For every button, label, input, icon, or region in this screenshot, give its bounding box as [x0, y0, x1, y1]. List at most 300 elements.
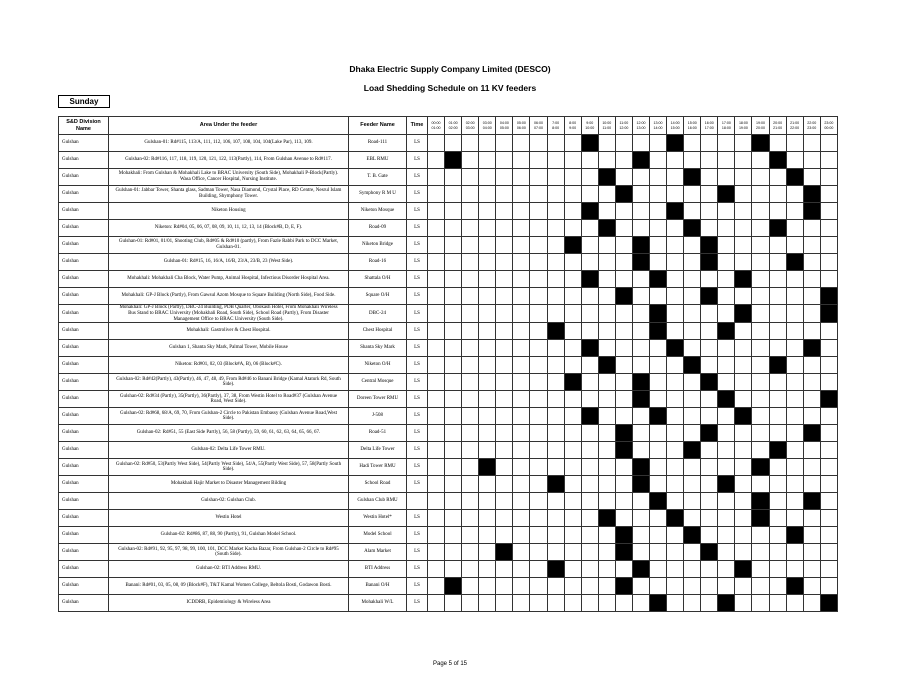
shed-slot [564, 152, 581, 169]
shed-slot [769, 340, 786, 357]
shed-slot [718, 357, 735, 374]
shed-slot [479, 442, 496, 459]
slot-end: 20:00 [756, 125, 766, 130]
shed-slot [667, 186, 684, 203]
time-cell: LS [407, 561, 428, 578]
division-cell: Gulshan [59, 595, 109, 612]
shed-slot [752, 186, 769, 203]
area-cell: Niketon Housing [109, 203, 349, 220]
shed-slot [752, 254, 769, 271]
shed-slot [462, 237, 479, 254]
shed-slot [547, 237, 564, 254]
table-row [59, 254, 838, 271]
shed-slot [428, 254, 445, 271]
shed-slot [752, 561, 769, 578]
shed-slot [462, 135, 479, 152]
shed-slot [650, 459, 667, 476]
slot-end: 22:00 [790, 125, 800, 130]
shed-slot [786, 186, 803, 203]
shed-slot [598, 459, 615, 476]
table-row [59, 493, 838, 510]
shed-slot-active [632, 476, 649, 493]
shed-slot [462, 169, 479, 186]
division-cell: Gulshan [59, 288, 109, 305]
shed-slot [598, 493, 615, 510]
slot-end: 11:00 [602, 125, 612, 130]
table-row [59, 135, 838, 152]
shed-slot [803, 442, 820, 459]
shed-slot [684, 374, 701, 391]
shed-slot [581, 288, 598, 305]
shed-slot [530, 288, 547, 305]
shed-slot-active [786, 254, 803, 271]
shed-slot [445, 544, 462, 561]
slot-end: 8:00 [552, 125, 560, 130]
shed-slot [496, 527, 513, 544]
shed-slot-active [701, 425, 718, 442]
shed-slot-active [598, 220, 615, 237]
shed-slot [547, 220, 564, 237]
division-cell: Gulshan [59, 391, 109, 408]
shed-slot [786, 408, 803, 425]
shed-slot [803, 527, 820, 544]
shed-slot [786, 135, 803, 152]
schedule-table [58, 116, 838, 612]
shed-slot [513, 288, 530, 305]
slot-start: 17:00 [721, 121, 731, 126]
feeder-cell: Road-51 [349, 425, 407, 442]
shed-slot [564, 323, 581, 340]
area-cell: Gulshan-02: Rd#51, 55 (East Side Partly), 56, 58 (Partly), 59, 60, 61, 62, 63, 64, 65, 66, 67. [109, 425, 349, 442]
shed-slot [684, 186, 701, 203]
shed-slot [735, 476, 752, 493]
division-cell: Gulshan [59, 408, 109, 425]
shed-slot [803, 288, 820, 305]
shed-slot [752, 527, 769, 544]
time-cell: LS [407, 510, 428, 527]
slot-end: 06:00 [516, 125, 526, 130]
shed-slot [803, 254, 820, 271]
shed-slot [667, 357, 684, 374]
shed-slot [428, 527, 445, 544]
shed-slot [581, 305, 598, 323]
shed-slot [820, 578, 837, 595]
shed-slot [650, 425, 667, 442]
shed-slot [581, 374, 598, 391]
shed-slot [479, 340, 496, 357]
shed-slot-active [667, 203, 684, 220]
shed-slot [615, 561, 632, 578]
division-column-header: S&D Division Name [59, 117, 109, 135]
feeder-cell: School Road [349, 476, 407, 493]
shed-slot [564, 595, 581, 612]
shed-slot [803, 578, 820, 595]
shed-slot [513, 135, 530, 152]
shed-slot [769, 254, 786, 271]
shed-slot [632, 340, 649, 357]
shed-slot [769, 476, 786, 493]
shed-slot-active [615, 442, 632, 459]
time-slot-header [564, 117, 581, 135]
time-cell: LS [407, 169, 428, 186]
shed-slot [650, 237, 667, 254]
time-slot-header [735, 117, 752, 135]
shed-slot [718, 459, 735, 476]
time-slot-header [598, 117, 615, 135]
slot-start: 13:00 [653, 121, 663, 126]
shed-slot [428, 357, 445, 374]
shed-slot [650, 476, 667, 493]
shed-slot [820, 340, 837, 357]
area-cell: Gulshan-01: Rd#115, 113/A, 111, 112, 106, 107, 108, 104, 104(Lake Par), 113, 109. [109, 135, 349, 152]
shed-slot [530, 527, 547, 544]
shed-slot [564, 186, 581, 203]
shed-slot [564, 271, 581, 288]
shed-slot [769, 493, 786, 510]
shed-slot [632, 186, 649, 203]
shed-slot [701, 323, 718, 340]
shed-slot [598, 271, 615, 288]
shed-slot [598, 305, 615, 323]
shed-slot [530, 595, 547, 612]
shed-slot [786, 152, 803, 169]
area-cell: Gulshan-02: Rd#42(Partly), 43(Partly), 46, 47, 48, 49, From Rd#46 to Banani Bridge (Kamal Ataturk Rd, South Side). [109, 374, 349, 391]
shed-slot-active [803, 340, 820, 357]
time-cell: LS [407, 476, 428, 493]
shed-slot [564, 357, 581, 374]
shed-slot [684, 578, 701, 595]
shed-slot [803, 271, 820, 288]
shed-slot [513, 271, 530, 288]
shed-slot-active [684, 357, 701, 374]
shed-slot [428, 408, 445, 425]
table-row [59, 527, 838, 544]
shed-slot [598, 476, 615, 493]
shed-slot [496, 254, 513, 271]
feeder-cell: Square O/H [349, 288, 407, 305]
shed-slot [684, 323, 701, 340]
shed-slot [547, 254, 564, 271]
shed-slot [786, 220, 803, 237]
shed-slot [547, 169, 564, 186]
shed-slot [803, 561, 820, 578]
shed-slot [428, 391, 445, 408]
area-cell: ICDDRB, Epidemiology & Wireless Area [109, 595, 349, 612]
shed-slot [650, 510, 667, 527]
shed-slot [735, 323, 752, 340]
feeder-cell: Chest Hospital [349, 323, 407, 340]
shed-slot [718, 374, 735, 391]
area-cell: Gulshan-02: Rd#68, 68/A, 69, 70, From Gulshan-2 Circle to Pakistan Embassy (Gulshan Avenue Road,West Side). [109, 408, 349, 425]
shed-slot [684, 476, 701, 493]
shed-slot [701, 220, 718, 237]
shed-slot [598, 135, 615, 152]
shed-slot [701, 152, 718, 169]
shed-slot [701, 340, 718, 357]
shed-slot [530, 220, 547, 237]
shed-slot-active [547, 323, 564, 340]
shed-slot [530, 203, 547, 220]
feeder-cell: Central Mosque [349, 374, 407, 391]
slot-start: 20:00 [773, 121, 783, 126]
shed-slot [684, 340, 701, 357]
feeder-cell: Road-111 [349, 135, 407, 152]
shed-slot [632, 220, 649, 237]
shed-slot [735, 391, 752, 408]
shed-slot [632, 527, 649, 544]
shed-slot [445, 220, 462, 237]
table-row [59, 391, 838, 408]
slot-end: 14:00 [653, 125, 663, 130]
table-row [59, 544, 838, 561]
shed-slot [547, 544, 564, 561]
shed-slot [598, 408, 615, 425]
shed-slot [701, 357, 718, 374]
shed-slot [479, 203, 496, 220]
shed-slot [752, 595, 769, 612]
feeder-cell: Model School [349, 527, 407, 544]
shed-slot-active [701, 237, 718, 254]
slot-end: 01:00 [431, 125, 441, 130]
shed-slot-active [564, 374, 581, 391]
shed-slot [496, 561, 513, 578]
shed-slot [752, 544, 769, 561]
shed-slot [513, 374, 530, 391]
slot-end: 19:00 [738, 125, 748, 130]
shed-slot [564, 527, 581, 544]
shed-slot [786, 493, 803, 510]
table-row [59, 169, 838, 186]
area-cell: Westin Hotel [109, 510, 349, 527]
shed-slot [598, 391, 615, 408]
shed-slot [513, 578, 530, 595]
slot-start: 18:00 [738, 121, 748, 126]
feeder-column-header: Feeder Name [349, 117, 407, 135]
shed-slot [513, 527, 530, 544]
shed-slot [547, 203, 564, 220]
shed-slot [564, 220, 581, 237]
shed-slot [820, 323, 837, 340]
shed-slot [462, 561, 479, 578]
feeder-cell: Alam Market [349, 544, 407, 561]
slot-start: 00:00 [431, 121, 441, 126]
slot-end: 02:00 [448, 125, 458, 130]
feeder-cell: J-508 [349, 408, 407, 425]
shed-slot [479, 357, 496, 374]
shed-slot [803, 135, 820, 152]
time-cell: LS [407, 152, 428, 169]
area-cell: Niketon: Rd#04, 05, 06, 07, 08, 09, 10, 11, 12, 13, 14 (Block#B, D, E, F). [109, 220, 349, 237]
shed-slot-active [650, 595, 667, 612]
shed-slot [718, 271, 735, 288]
shed-slot [496, 476, 513, 493]
shed-slot [803, 374, 820, 391]
shed-slot-active [650, 305, 667, 323]
feeder-cell: Doreen Tower RMU [349, 391, 407, 408]
shed-slot [615, 271, 632, 288]
shed-slot [718, 305, 735, 323]
shed-slot [615, 408, 632, 425]
time-slot-header [513, 117, 530, 135]
shed-slot-active [615, 527, 632, 544]
shed-slot [650, 203, 667, 220]
shed-slot [752, 288, 769, 305]
shed-slot [462, 544, 479, 561]
shed-slot [445, 237, 462, 254]
shed-slot [820, 510, 837, 527]
shed-slot [718, 169, 735, 186]
shed-slot [650, 578, 667, 595]
shed-slot [735, 510, 752, 527]
slot-start: 02:00 [465, 121, 475, 126]
shed-slot [479, 408, 496, 425]
shed-slot [820, 186, 837, 203]
table-row [59, 561, 838, 578]
shed-slot-active [820, 391, 837, 408]
shed-slot [632, 203, 649, 220]
area-cell: Gulshan-02: Rd#116, 117, 118, 119, 120, 121, 122, 113(Partly), 114, From Gulshan Avenue to Rd#117. [109, 152, 349, 169]
shed-slot-active [667, 510, 684, 527]
time-column-header: Time [407, 117, 428, 135]
slot-end: 12:00 [619, 125, 629, 130]
division-cell: Gulshan [59, 493, 109, 510]
shed-slot [513, 391, 530, 408]
shed-slot [632, 408, 649, 425]
shed-slot [786, 374, 803, 391]
shed-slot [718, 220, 735, 237]
shed-slot [803, 237, 820, 254]
shed-slot [718, 152, 735, 169]
shed-slot [462, 442, 479, 459]
time-cell: LS [407, 425, 428, 442]
shed-slot [769, 595, 786, 612]
shed-slot [735, 220, 752, 237]
shed-slot [428, 493, 445, 510]
slot-end: 07:00 [534, 125, 543, 130]
division-cell: Gulshan [59, 357, 109, 374]
shed-slot [547, 135, 564, 152]
shed-slot-active [581, 340, 598, 357]
shed-slot [615, 476, 632, 493]
shed-slot [564, 408, 581, 425]
shed-slot-active [718, 391, 735, 408]
shed-slot [769, 186, 786, 203]
time-cell [407, 493, 428, 510]
time-slot-header [496, 117, 513, 135]
shed-slot-active [769, 442, 786, 459]
time-cell: LS [407, 237, 428, 254]
shed-slot [428, 459, 445, 476]
slot-end: 10:00 [585, 125, 595, 130]
shed-slot [684, 271, 701, 288]
shed-slot [650, 152, 667, 169]
shed-slot [479, 391, 496, 408]
shed-slot [684, 561, 701, 578]
shed-slot [769, 527, 786, 544]
table-row [59, 271, 838, 288]
shed-slot [547, 527, 564, 544]
table-row [59, 374, 838, 391]
shed-slot [581, 220, 598, 237]
shed-slot [547, 578, 564, 595]
time-slot-header [820, 117, 837, 135]
time-slot-header [632, 117, 649, 135]
shed-slot [701, 169, 718, 186]
shed-slot [650, 527, 667, 544]
feeder-cell: Niketon O/H [349, 357, 407, 374]
shed-slot-active [718, 186, 735, 203]
shed-slot [820, 357, 837, 374]
shed-slot-active [701, 288, 718, 305]
shed-slot [479, 595, 496, 612]
shed-slot [445, 595, 462, 612]
time-slot-header [462, 117, 479, 135]
time-slot-header [667, 117, 684, 135]
shed-slot [735, 288, 752, 305]
shed-slot [513, 237, 530, 254]
time-cell: LS [407, 254, 428, 271]
slot-end: 17:00 [704, 125, 714, 130]
time-cell: LS [407, 578, 428, 595]
shed-slot [496, 186, 513, 203]
shed-slot [667, 374, 684, 391]
shed-slot [530, 357, 547, 374]
shed-slot [632, 357, 649, 374]
shed-slot [701, 527, 718, 544]
shed-slot [615, 135, 632, 152]
time-slot-header [428, 117, 445, 135]
shed-slot [462, 357, 479, 374]
shed-slot [564, 544, 581, 561]
shed-slot [530, 135, 547, 152]
shed-slot [530, 271, 547, 288]
time-cell: LS [407, 357, 428, 374]
shed-slot [786, 323, 803, 340]
feeder-cell: Shattala O/H [349, 271, 407, 288]
shed-slot [752, 271, 769, 288]
shed-slot [581, 527, 598, 544]
shed-slot [752, 203, 769, 220]
shed-slot [718, 288, 735, 305]
shed-slot [752, 323, 769, 340]
shed-slot [496, 408, 513, 425]
table-row [59, 323, 838, 340]
shed-slot [513, 357, 530, 374]
shed-slot [667, 254, 684, 271]
time-slot-header [479, 117, 496, 135]
area-cell: Gulshan-01: Rd#01, 01/01, Shooting Club, Rd#05 & Rd#10 (partly), From Fazle Rabbi Park to DCC Market, Gulshan-01. [109, 237, 349, 254]
shed-slot [530, 237, 547, 254]
shed-slot [735, 237, 752, 254]
shed-slot [428, 323, 445, 340]
shed-slot [445, 323, 462, 340]
shed-slot [820, 374, 837, 391]
table-row [59, 288, 838, 305]
shed-slot [684, 408, 701, 425]
shed-slot [803, 220, 820, 237]
shed-slot [667, 493, 684, 510]
shed-slot [428, 237, 445, 254]
shed-slot [598, 237, 615, 254]
shed-slot-active [581, 135, 598, 152]
shed-slot [445, 425, 462, 442]
shed-slot-active [701, 374, 718, 391]
feeder-cell: Delta Life Tower [349, 442, 407, 459]
shed-slot [598, 561, 615, 578]
shed-slot [786, 357, 803, 374]
area-cell: Niketon: Rd#01, 02, 03 (Block#A, B), 06 (Block#C). [109, 357, 349, 374]
shed-slot [564, 459, 581, 476]
